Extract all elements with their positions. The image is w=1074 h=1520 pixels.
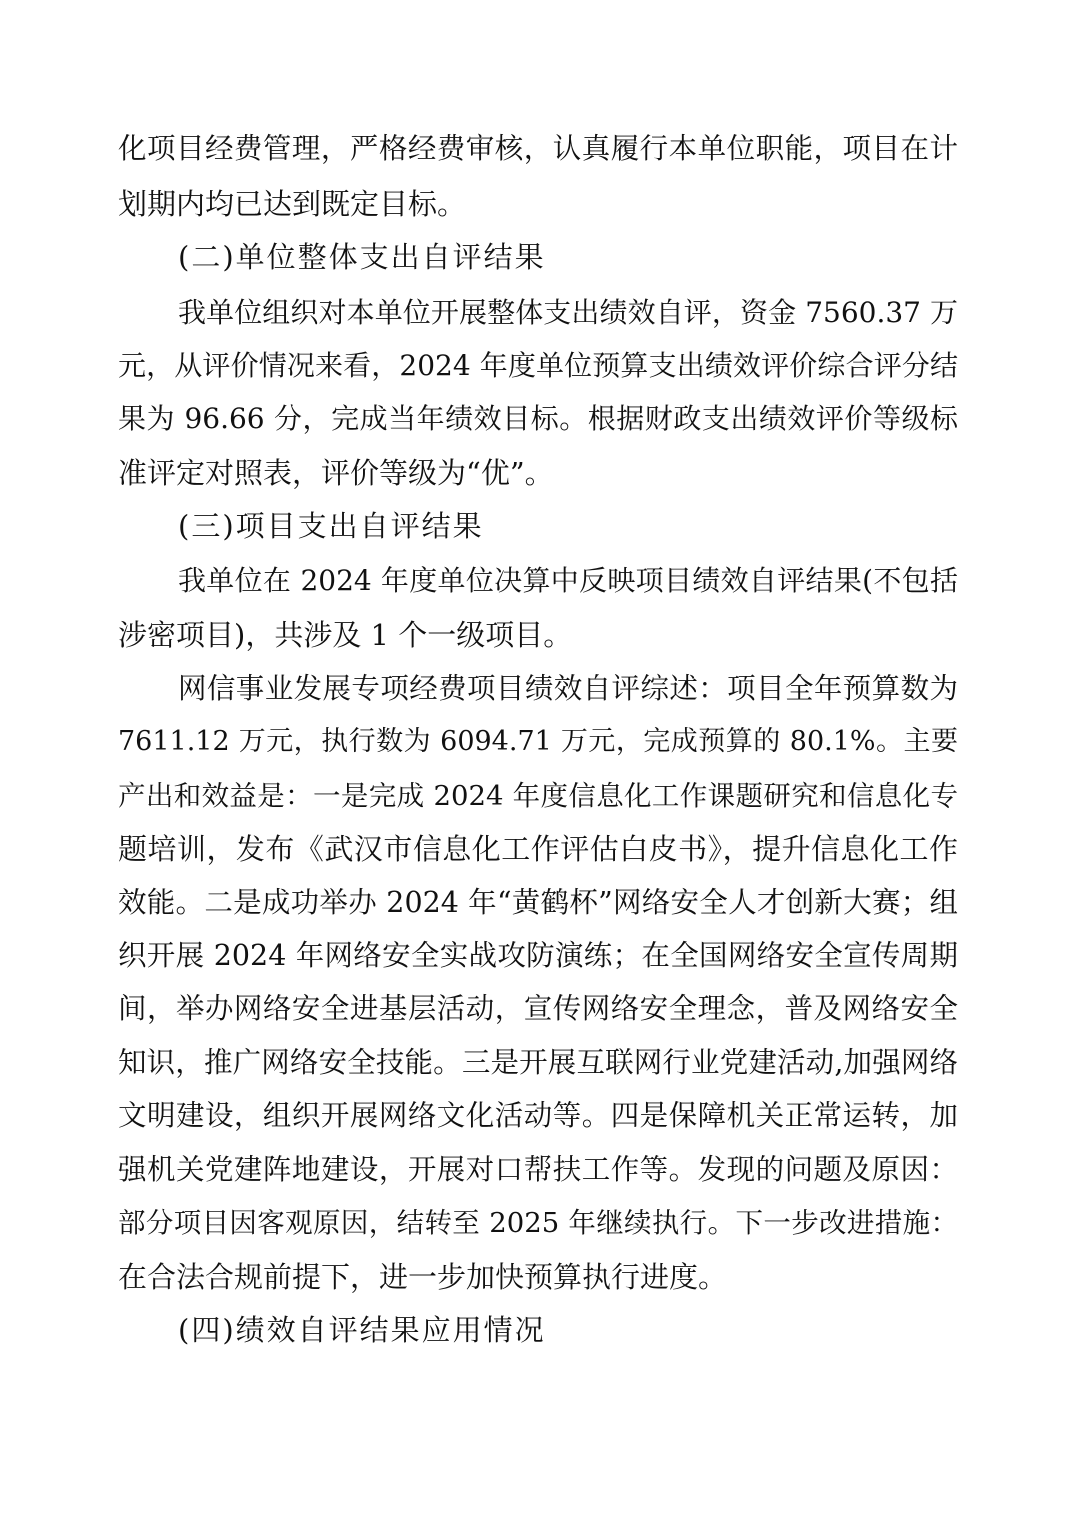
body-line-6: 果为 96.66 分，完成当年绩效目标。根据财政支出绩效评价等级标 <box>118 402 958 435</box>
body-line-17: 间，举办网络安全进基层活动，宣传网络安全理念，普及网络安全 <box>118 992 958 1025</box>
body-line-15: 效能。二是成功举办 2024 年“黄鹤杯”网络安全人才创新大赛；组 <box>118 886 958 919</box>
body-line-10: 涉密项目)，共涉及 1 个一级项目。 <box>118 618 573 652</box>
body-line-18: 知识，推广网络安全技能。三是开展互联网行业党建活动,加强网络 <box>118 1046 958 1079</box>
body-line-19: 文明建设，组织开展网络文化活动等。四是保障机关正常运转，加 <box>118 1099 958 1132</box>
body-line-13: 产出和效益是：一是完成 2024 年度信息化工作课题研究和信息化专 <box>118 780 958 812</box>
body-line-2: 划期内均已达到既定目标。 <box>118 187 467 221</box>
body-line-9: 我单位在 2024 年度单位决算中反映项目绩效自评结果(不包括 <box>178 564 958 597</box>
body-line-12: 7611.12 万元，执行数为 6094.71 万元，完成预算的 80.1%。主要 <box>118 726 958 757</box>
body-line-11: 网信事业发展专项经费项目绩效自评综述：项目全年预算数为 <box>178 672 958 705</box>
body-line-7: 准评定对照表，评价等级为“优”。 <box>118 456 554 490</box>
body-line-4: 我单位组织对本单位开展整体支出绩效自评，资金 7560.37 万 <box>178 296 958 329</box>
body-line-21: 部分项目因客观原因，结转至 2025 年继续执行。下一步改进措施： <box>118 1207 958 1239</box>
body-line-22: 在合法合规前提下，进一步加快预算执行进度。 <box>118 1260 728 1294</box>
body-line-20: 强机关党建阵地建设，开展对口帮扶工作等。发现的问题及原因： <box>118 1153 958 1186</box>
section-heading-2: (二)单位整体支出自评结果 <box>178 240 546 274</box>
section-heading-4: (四)绩效自评结果应用情况 <box>178 1313 546 1347</box>
body-line-5: 元，从评价情况来看，2024 年度单位预算支出绩效评价综合评分结 <box>118 349 958 382</box>
body-line-14: 题培训，发布《武汉市信息化工作评估白皮书》，提升信息化工作 <box>118 832 958 866</box>
section-heading-3: (三)项目支出自评结果 <box>178 509 484 543</box>
body-line-16: 织开展 2024 年网络安全实战攻防演练；在全国网络安全宣传周期 <box>118 939 958 972</box>
body-line-1: 化项目经费管理，严格经费审核，认真履行本单位职能，项目在计 <box>118 132 958 165</box>
